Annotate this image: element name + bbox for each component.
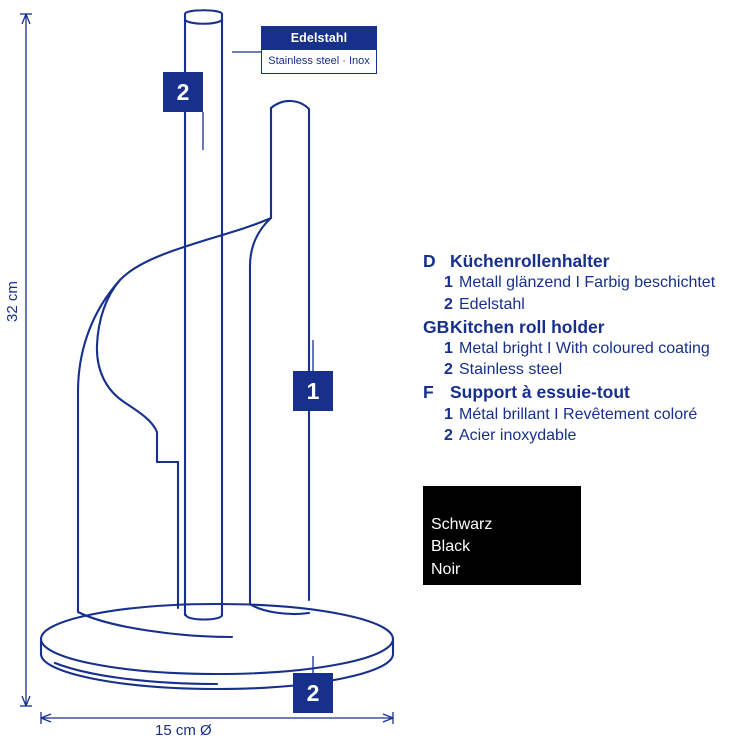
callout-badge-label: 2 — [306, 679, 320, 706]
legend-group-gb — [423, 316, 745, 381]
material-tag-title: Edelstahl — [262, 27, 376, 50]
legend-item-text: Edelstahl — [459, 295, 525, 313]
diameter-dimension-label: 15 cm Ø — [155, 722, 212, 739]
base-top-ellipse — [41, 604, 393, 674]
legend-item — [423, 359, 745, 380]
legend-language-code: D — [423, 251, 436, 271]
legend-item-number: 2 — [444, 426, 453, 444]
legend-item-number: 1 — [444, 274, 453, 292]
legend-item-text: Stainless steel — [459, 361, 563, 379]
height-dimension-label: 32 cm — [4, 281, 21, 322]
legend-item-text: Metal bright I With coloured coating — [459, 340, 710, 357]
legend-item-number: 1 — [444, 340, 453, 357]
material-tag — [261, 26, 377, 74]
colour-name-de: Schwarz — [431, 516, 493, 533]
legend-item — [423, 404, 745, 425]
legend-product-title: Kitchen roll holder — [450, 316, 605, 337]
colour-name-fr: Noir — [431, 560, 461, 578]
legend-item-number: 2 — [444, 361, 453, 379]
legend-group-fr — [423, 381, 745, 446]
legend-language-code: GB — [423, 316, 450, 337]
callout-badge-tube-top — [163, 72, 203, 112]
legend-group-de — [423, 250, 745, 315]
legend-heading — [423, 250, 745, 272]
post-bottom-cap — [186, 615, 222, 620]
colour-swatch-labels — [431, 514, 492, 581]
callout-badge-base — [293, 673, 333, 713]
legend-item-number: 1 — [444, 405, 453, 423]
colour-name-en: Black — [431, 538, 471, 556]
post-top-cap — [185, 10, 222, 14]
roll-core-cutaway — [97, 280, 157, 462]
legend-item — [423, 272, 745, 293]
legend-item — [423, 425, 745, 446]
legend-item-number: 2 — [444, 295, 453, 313]
roll-left-sweep — [78, 218, 271, 612]
roll-right-top-edge — [271, 101, 309, 600]
legend-product-title: Küchenrollenhalter — [450, 251, 610, 271]
legend-heading — [423, 316, 745, 338]
legend — [423, 250, 745, 447]
legend-item-text: Acier inoxydable — [459, 426, 577, 444]
roll-bottom-left — [78, 612, 232, 637]
legend-item-text: Métal brillant I Revêtement coloré — [459, 405, 698, 423]
callout-badge-label: 2 — [176, 78, 190, 105]
roll-inner-fold — [250, 218, 271, 604]
callout-badge-label: 1 — [306, 377, 320, 404]
legend-product-title: Support à essuie-tout — [450, 382, 630, 403]
legend-item — [423, 338, 745, 359]
legend-heading — [423, 381, 745, 403]
post-top-inner — [185, 20, 222, 24]
material-tag-subtitle: Stainless steel · Inox — [262, 50, 376, 73]
legend-item — [423, 294, 745, 315]
callout-badge-body — [293, 371, 333, 411]
legend-item-text: Metall glänzend I Farbig beschichtet — [459, 274, 716, 292]
legend-language-code: F — [423, 382, 434, 403]
